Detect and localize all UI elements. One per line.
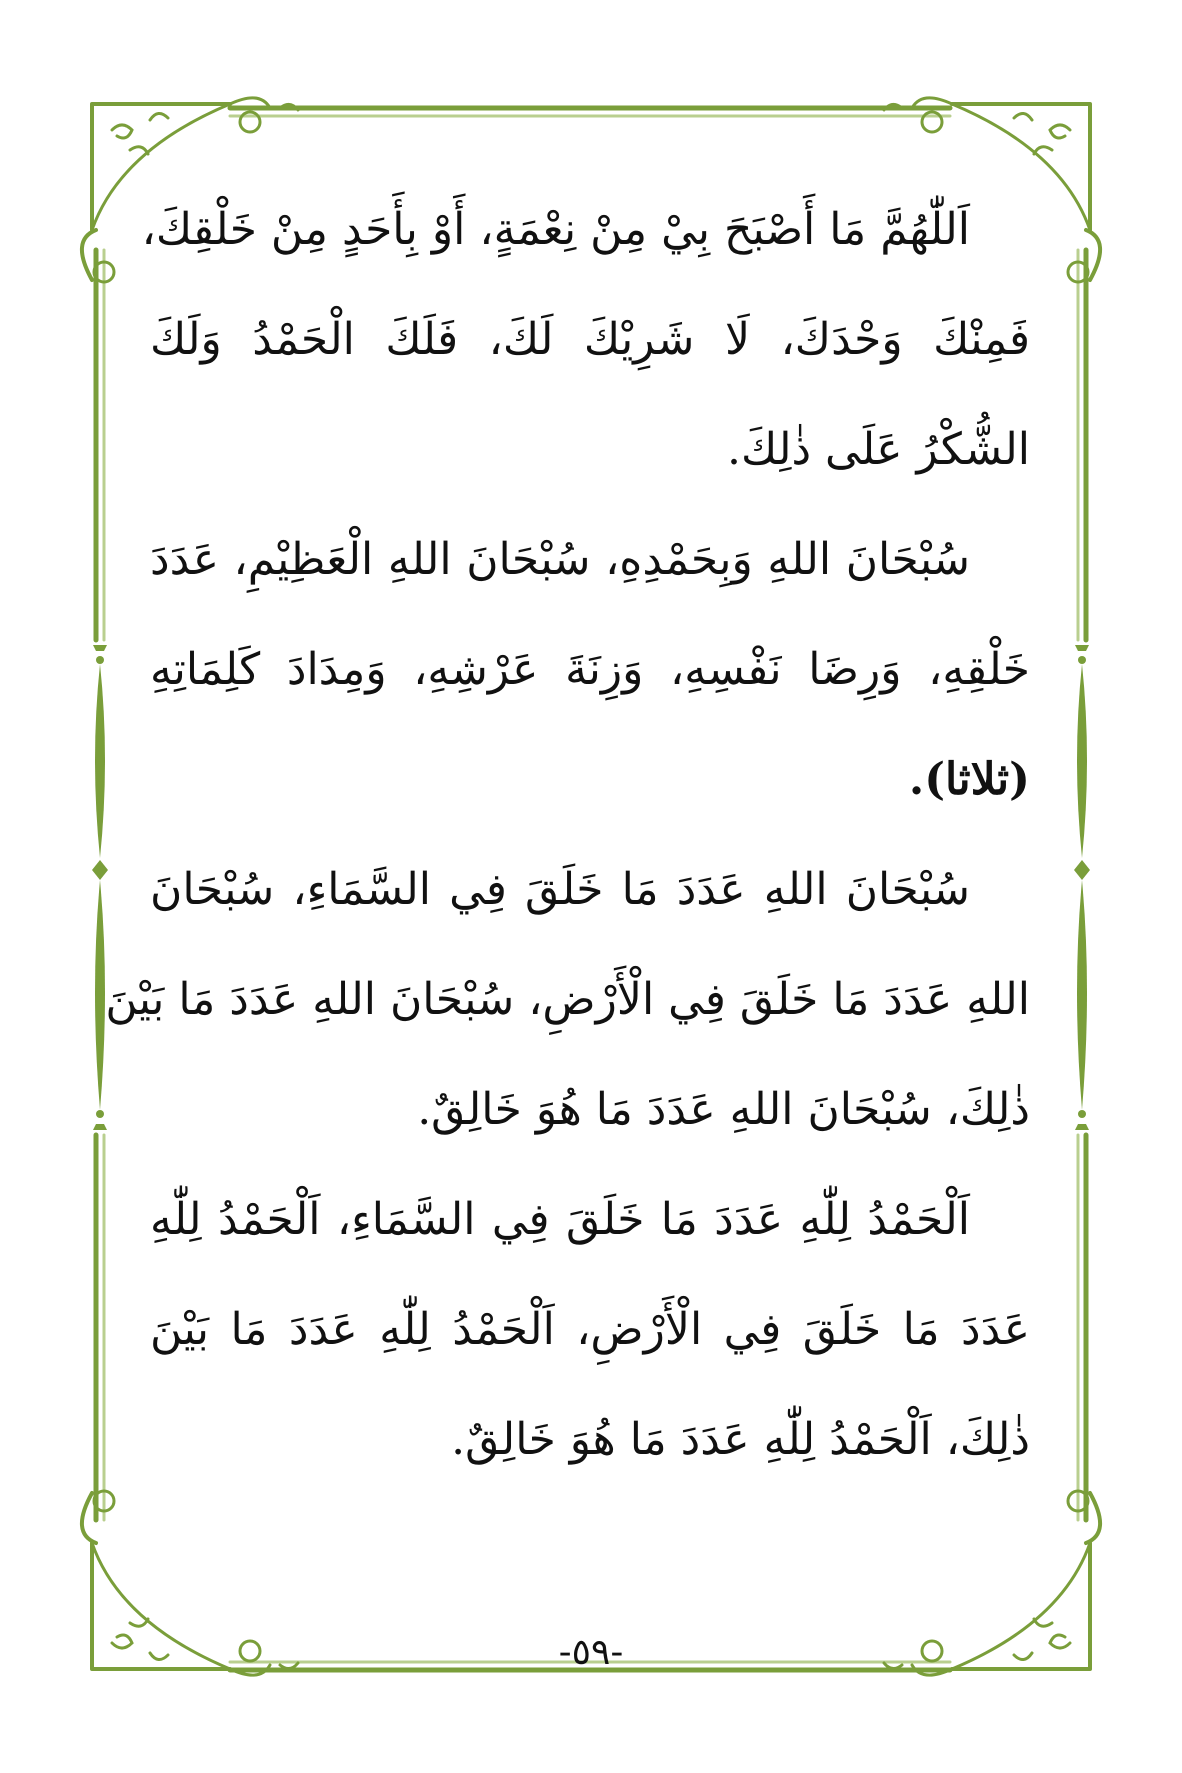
paragraph-4 <box>150 1165 1030 1495</box>
text-line: فَمِنْكَ وَحْدَكَ، لَا شَرِيْكَ لَكَ، فَلَكَ الْحَمْدُ وَلَكَ <box>150 314 1030 365</box>
paragraph-2 <box>150 505 1030 835</box>
repeat-count-note: (ثلاثا). <box>908 754 1030 805</box>
text-line: خَلْقِهِ، وَرِضَا نَفْسِهِ، وَزِنَةَ عَرْشِهِ، وَمِدَادَ كَلِمَاتِهِ <box>150 644 1030 695</box>
paragraph-1 <box>141 175 1030 505</box>
prayer-text-body <box>105 175 1030 1495</box>
text-line: سُبْحَانَ اللهِ عَدَدَ مَا خَلَقَ فِي السَّمَاءِ، سُبْحَانَ <box>150 864 970 915</box>
text-line: اللهِ عَدَدَ مَا خَلَقَ فِي الْأَرْضِ، سُبْحَانَ اللهِ عَدَدَ مَا بَيْنَ <box>105 974 1030 1025</box>
page-number: -٥٩- <box>558 1632 624 1673</box>
text-line: سُبْحَانَ اللهِ وَبِحَمْدِهِ، سُبْحَانَ اللهِ الْعَظِيْمِ، عَدَدَ <box>150 534 970 585</box>
text-line: اَللّٰهُمَّ مَا أَصْبَحَ بِيْ مِنْ نِعْمَةٍ، أَوْ بِأَحَدٍ مِنْ خَلْقِكَ، <box>141 204 970 255</box>
text-line: اَلْحَمْدُ لِلّٰهِ عَدَدَ مَا خَلَقَ فِي السَّمَاءِ، اَلْحَمْدُ لِلّٰهِ <box>150 1194 970 1245</box>
text-line: ذٰلِكَ، سُبْحَانَ اللهِ عَدَدَ مَا هُوَ خَالِقٌ. <box>417 1084 1030 1135</box>
text-line: عَدَدَ مَا خَلَقَ فِي الْأَرْضِ، اَلْحَمْدُ لِلّٰهِ عَدَدَ مَا بَيْنَ <box>150 1304 1030 1355</box>
text-line: ذٰلِكَ، اَلْحَمْدُ لِلّٰهِ عَدَدَ مَا هُوَ خَالِقٌ. <box>451 1414 1030 1465</box>
paragraph-3 <box>105 835 1030 1165</box>
text-line: الشُّكْرُ عَلَى ذٰلِكَ. <box>727 424 1030 475</box>
